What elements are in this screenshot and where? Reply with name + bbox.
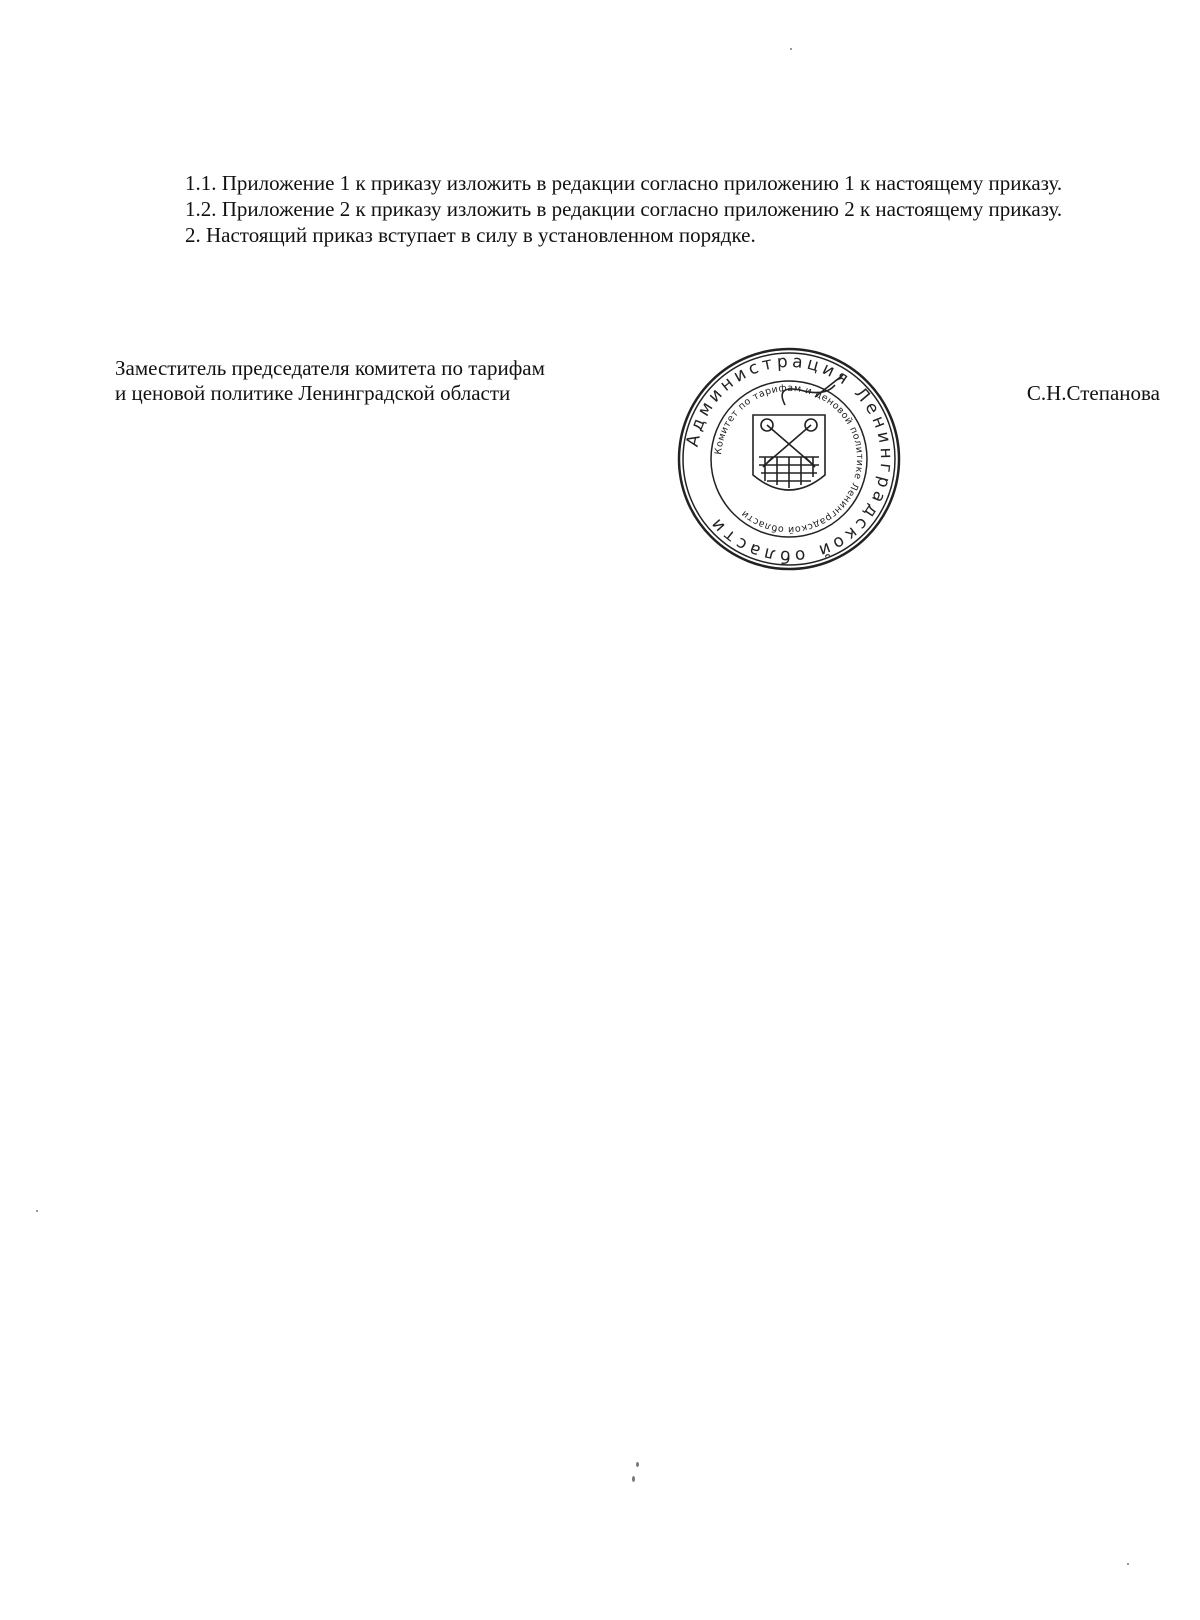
paragraph-1-1: 1.1. Приложение 1 к приказу изложить в редакции согласно приложению 1 к настоящему приказу.	[185, 171, 1063, 195]
official-seal	[675, 345, 903, 573]
signer-name: С.Н.Степанова	[1026, 381, 1160, 405]
scan-speck	[790, 48, 792, 50]
seal-outer-text: Администрация Ленинградской области	[682, 351, 897, 567]
signer-position-line-1: Заместитель председателя комитета по тарифам	[115, 356, 545, 380]
signer-position-line-2: и ценовой политике Ленинградской области	[115, 381, 511, 405]
scan-speck	[1127, 1563, 1129, 1565]
signer-position	[115, 356, 635, 406]
scan-speck	[632, 1476, 635, 1482]
paragraph-1-2: 1.2. Приложение 2 к приказу изложить в редакции согласно приложению 2 к настоящему приказу.	[185, 197, 1063, 221]
signature-block	[115, 351, 1160, 586]
paragraph-2: 2. Настоящий приказ вступает в силу в установленном порядке.	[185, 223, 756, 247]
document-body	[115, 170, 1160, 248]
scan-speck	[36, 1210, 38, 1212]
seal-inner-text: Комитет по тарифам и ценовой политике Ленинградской области	[713, 382, 866, 536]
scan-speck	[636, 1462, 639, 1467]
